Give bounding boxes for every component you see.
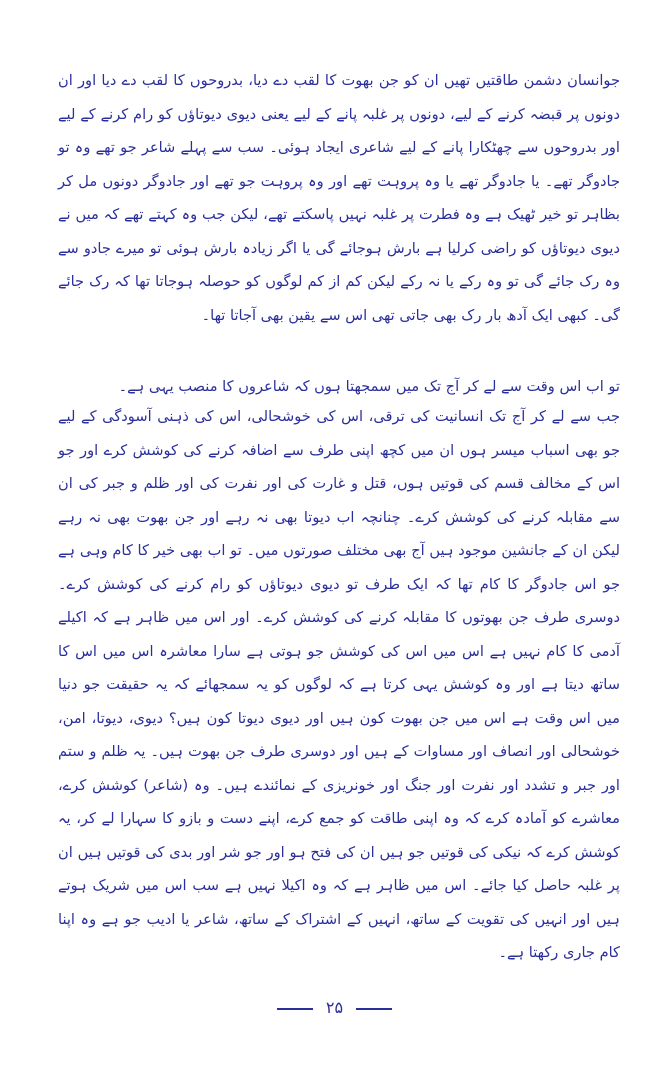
paragraph-1: جوانسان دشمن طاقتیں تھیں ان کو جن بھوت کا لقب دے دیا، بدروحوں کا لقب دے دیا اور ان دونوں پر قبضہ کرنے کے لیے، دونوں پر غلبہ پانے کے لیے یعنی دیوی دیوتاؤں کو رام کرنے کے لیے اور بدروحوں سے چھٹکارا پانے کے لیے شاعری ایجاد ہوئی۔ سب سے پہلے شاعر جو تھے وہ تو جادوگر تھے۔ یا جادوگر تھے یا وہ پروہت تھے اور وہ پروہت جو تھے اور جادوگر دونوں مل کر بظاہر تو خیر ٹھیک ہے وہ فطرت پر غلبہ نہیں پاسکتے تھے، لیکن جب وہ کہتے تھے کہ میں نے دیوی دیوتاؤں کو راضی کرلیا ہے بارش ہوجائے گی یا اگر زیادہ بارش ہوئی تو میرے جادو سے وہ رک جائے گی تو وہ رکے یا نہ رکے لیکن کم از کم لوگوں کو حوصلہ ہوجاتا تھا کہ رک جائے گی۔ کبھی ایک آدھ بار رک بھی جاتی تھی اس سے یقین بھی آجاتا تھا۔: [58, 72, 620, 324]
paragraph-3: جب سے لے کر آج تک انسانیت کی ترقی، اس کی خوشحالی، اس کی ذہنی آسودگی کے لیے جو بھی اسباب میسر ہوں ان میں کچھ اپنی طرف سے اضافہ کرنے کی کوشش کرے اور جو اس کے مخالف قسم کی قوتیں ہوں، قتل و غارت کی اور نفرت کی اور ظلم و جبر کی ان سے مقابلہ کرنے کی کوشش کرے۔ چنانچہ اب دیوتا بھی نہ رہے اور جن بھوت بھی نہ رہے لیکن ان کے جانشین موجود ہیں آج بھی مختلف صورتوں میں۔ تو اب بھی خیر کا کام وہی ہے جو اس جادوگر کا کام تھا کہ ایک طرف تو دیوی دیوتاؤں کو رام کرنے کی کوشش کرے۔ دوسری طرف جن بھوتوں کا مقابلہ کرنے کی کوشش کرے۔ اور اس میں ظاہر ہے کہ اکیلے آدمی کا کام نہیں ہے اس میں اس کی کوشش جو ہوتی ہے سارا معاشرہ اس میں اس کا ساتھ دیتا ہے اور وہ کوشش یہی کرتا ہے کہ لوگوں کو یہ سمجھائے کہ یہ حقیقت جو دنیا میں اس وقت ہے اس میں جن بھوت کون ہیں اور دیوی دیوتا کون ہیں؟ دیوی، دیوتا، امن، خوشحالی اور انصاف اور مساوات کے ہیں اور دوسری طرف جن بھوت ہیں۔ یہ ظلم و ستم اور جبر و تشدد اور نفرت اور جنگ اور خونریزی کے نمائندے ہیں۔ وہ (شاعر) کوشش کرے، معاشرے کو آمادہ کرے کہ وہ اپنی طاقت کو جمع کرے، اپنے دست و بازو کا سہارا لے کر، یہ کوشش کرے کہ نیکی کی قوتیں جو ہیں ان کی فتح ہو اور جو شر اور بدی کی قوتیں ہیں ان پر غلبہ حاصل کیا جائے۔ اس میں ظاہر ہے کہ وہ اکیلا نہیں ہے سب اس میں شریک ہوتے ہیں اور انہیں کی تقویت کے ساتھ، انہیں کے اشتراک کے ساتھ، شاعر یا ادیب جو ہے وہ اپنا کام جاری رکھتا ہے۔: [58, 408, 620, 961]
footer-rule-left: [277, 1008, 313, 1010]
paragraph-2: تو اب اس وقت سے لے کر آج تک میں سمجھتا ہوں کہ شاعروں کا منصب یہی ہے۔: [118, 378, 620, 395]
page-number: ۲۵: [325, 998, 344, 1017]
footer-rule-right: [356, 1008, 392, 1010]
page-footer: [0, 998, 669, 1017]
